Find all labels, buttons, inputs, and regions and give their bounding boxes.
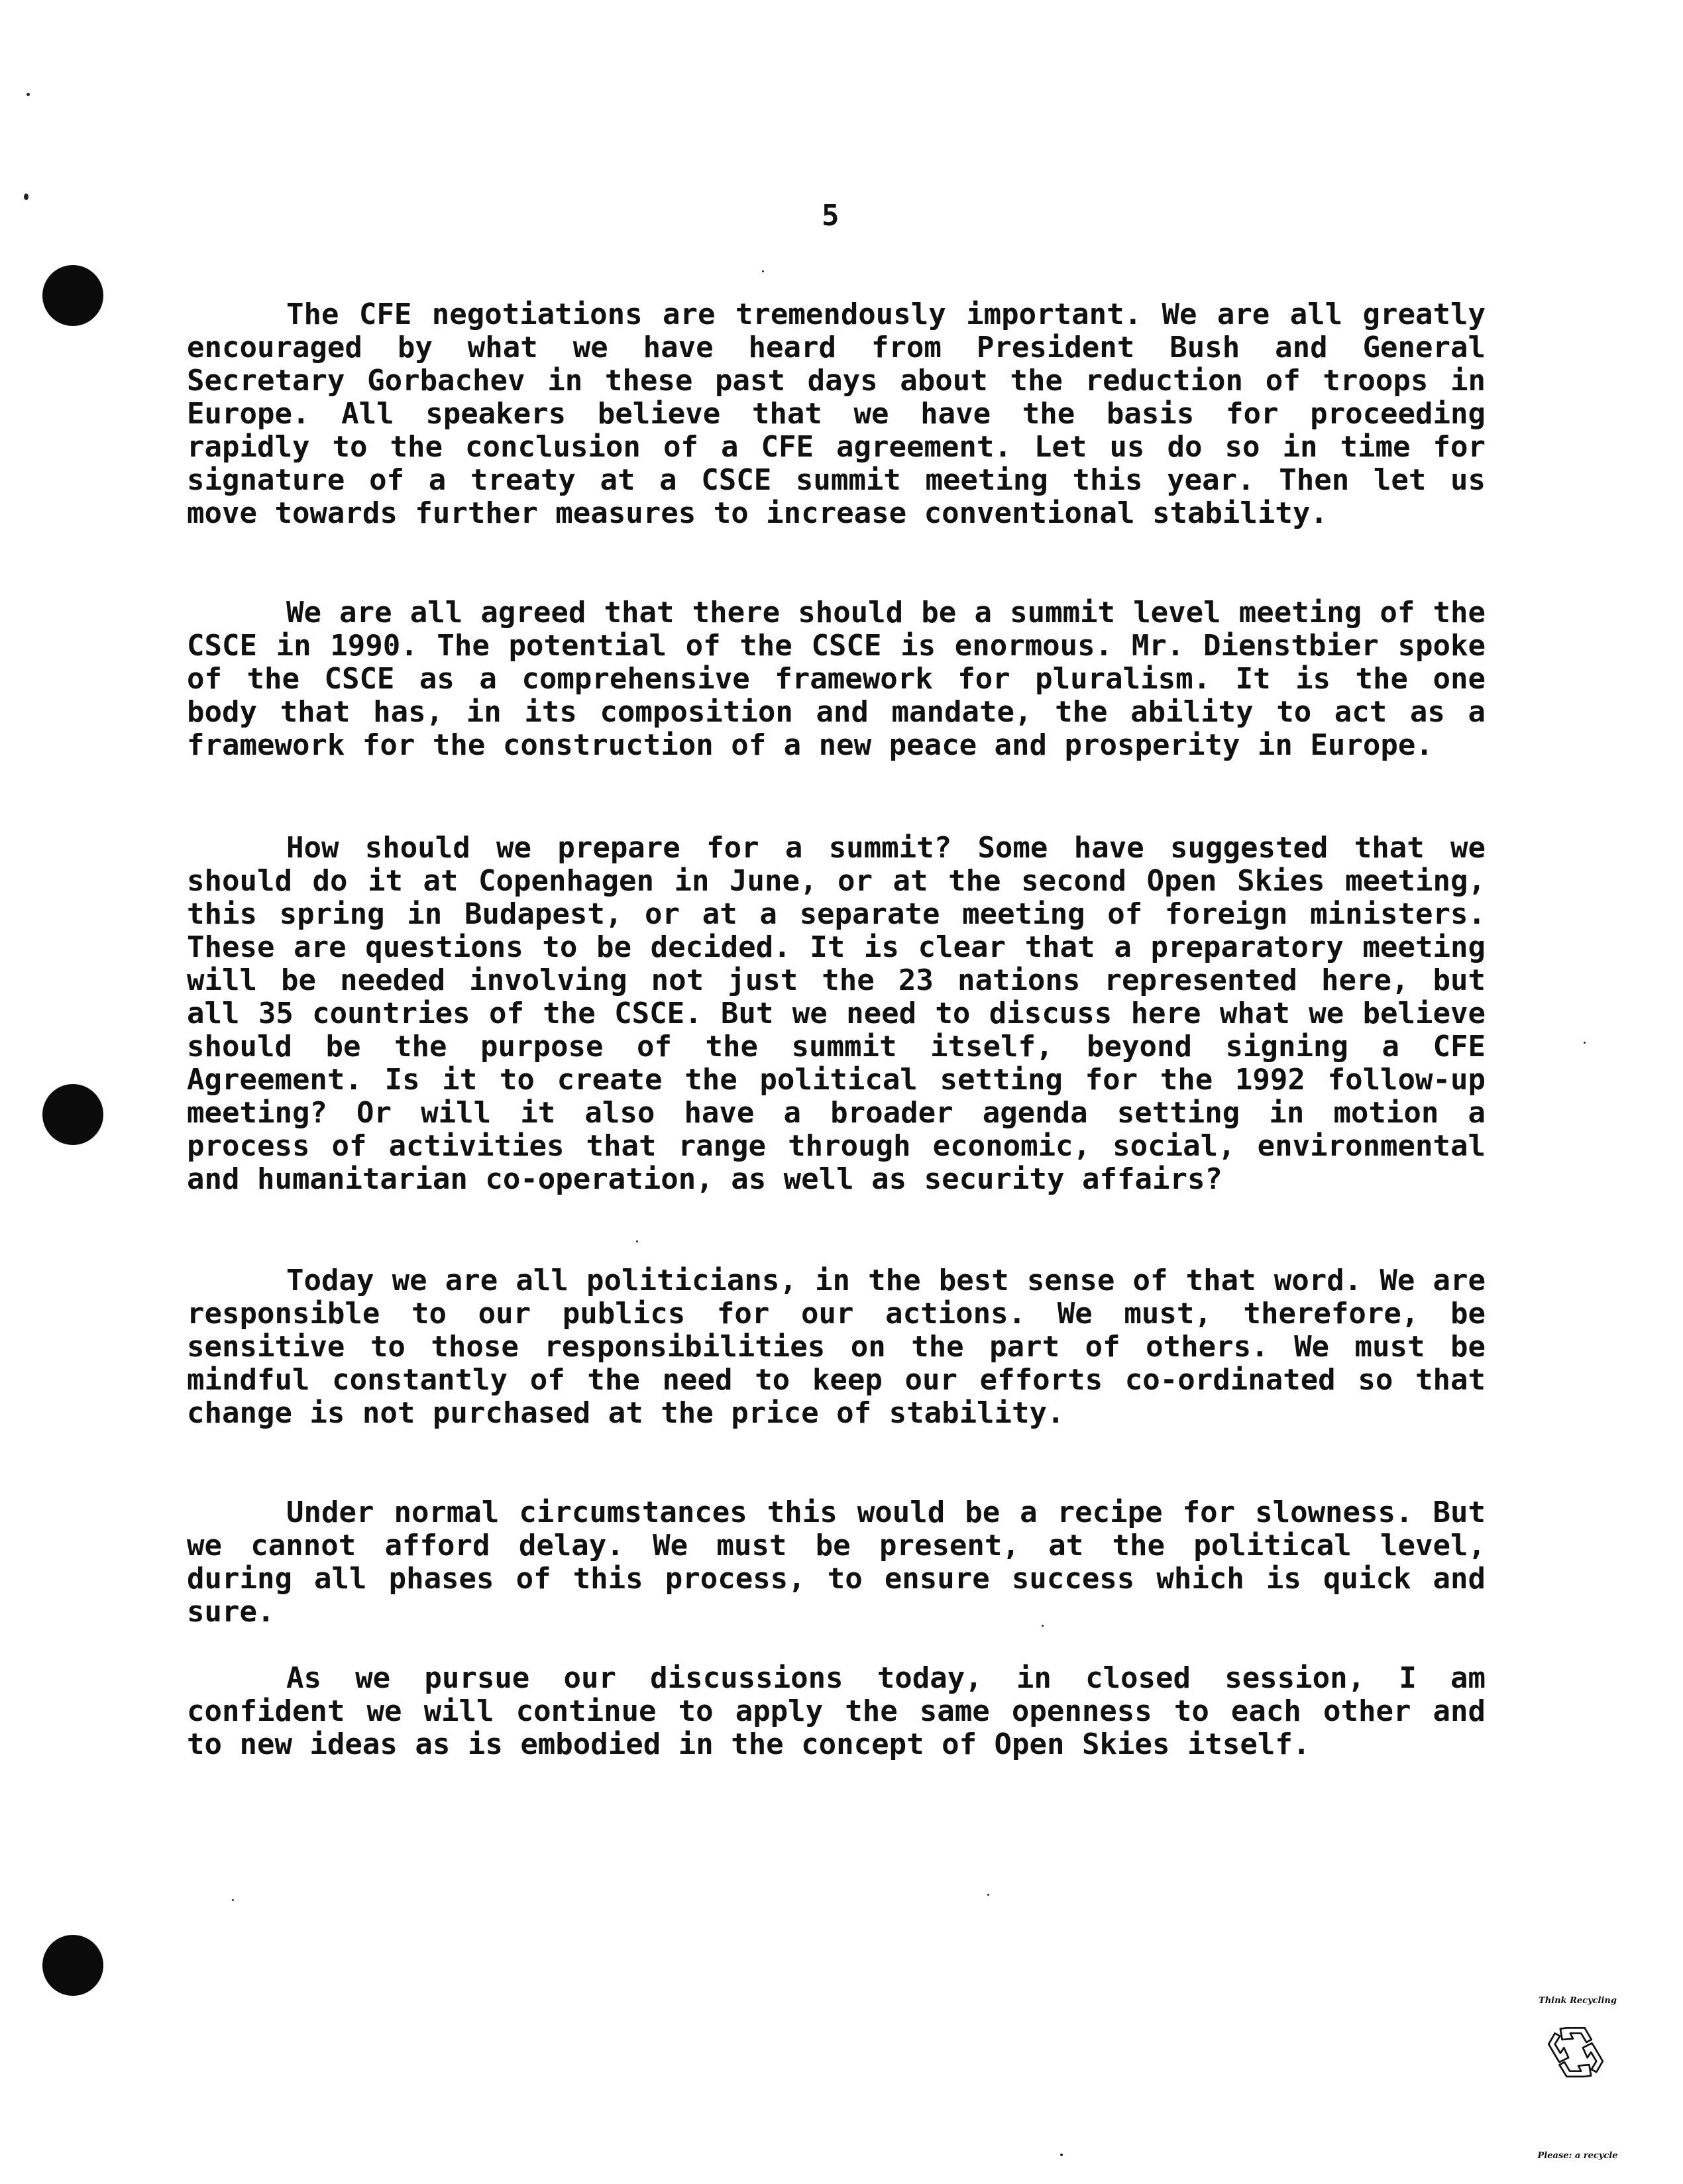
scan-speck bbox=[24, 193, 28, 200]
page-number: 5 bbox=[822, 199, 840, 233]
recycle-top-caption: Think Recycling bbox=[1539, 1996, 1617, 2006]
paragraph-cfe-negotiations: The CFE negotiations are tremendously important. We are all greatly encouraged by what we have heard from President Bush and General Secretary Gorbachev in these past days about the reduction of troops in Europe. All speakers believe that we have the basis for proceeding rapidly to the conclusion of a CFE agreement. Let us do so in time for signature of a treaty at a CSCE summit meeting this year. Then let us move towards further measures to increase conventional stability. bbox=[187, 298, 1486, 530]
scan-speck bbox=[762, 270, 764, 272]
recycle-bottom-caption: Please: a recycle bbox=[1537, 2151, 1618, 2161]
punch-hole-top bbox=[42, 265, 103, 326]
recycle-icon bbox=[1523, 2014, 1629, 2127]
scan-speck bbox=[636, 1240, 638, 1242]
punch-hole-bottom bbox=[42, 1935, 103, 1996]
punch-hole-middle bbox=[42, 1084, 103, 1145]
scan-speck bbox=[1060, 2154, 1063, 2156]
scan-speck bbox=[27, 93, 30, 96]
paragraph-closing: As we pursue our discussions today, in closed session, I am confident we will continue to apply the same openness to each other and to new ideas as is embodied in the concept of Open Skies itself. bbox=[187, 1661, 1486, 1761]
paragraph-csce-summit: We are all agreed that there should be a summit level meeting of the CSCE in 1990. The potential of the CSCE is enormous. Mr. Dienstbier spoke of the CSCE as a comprehensive framework for pluralism. It is the one body that has, in its composition and mandate, the ability to act as a framework for the construction of a new peace and prosperity in Europe. bbox=[187, 596, 1486, 762]
scan-speck bbox=[1584, 1042, 1586, 1044]
scan-speck bbox=[232, 1899, 234, 1901]
scan-speck bbox=[987, 1894, 989, 1896]
paragraph-summit-preparation: How should we prepare for a summit? Some have suggested that we should do it at Copenhagen in June, or at the second Open Skies meeting, this spring in Budapest, or at a separate meeting of foreign ministers. These are questions to be decided. It is clear that a preparatory meeting will be needed involving not just the 23 nations represented here, but all 35 countries of the CSCE. But we need to discuss here what we believe should be the purpose of the summit itself, beyond signing a CFE Agreement. Is it to create the political setting for the 1992 follow-up meeting? Or will it also have a broader agenda setting in motion a process of activities that range through economic, social, environmental and humanitarian co-operation, as well as security affairs? bbox=[187, 831, 1486, 1196]
paragraph-politicians: Today we are all politicians, in the best sense of that word. We are responsible to our publics for our actions. We must, therefore, be sensitive to those responsibilities on the part of others. We must be mindful constantly of the need to keep our efforts co-ordinated so that change is not purchased at the price of stability. bbox=[187, 1264, 1486, 1430]
paragraph-normal-circumstances: Under normal circumstances this would be a recipe for slowness. But we cannot afford delay. We must be present, at the political level, during all phases of this process, to ensure success which is quick and sure. bbox=[187, 1496, 1486, 1629]
